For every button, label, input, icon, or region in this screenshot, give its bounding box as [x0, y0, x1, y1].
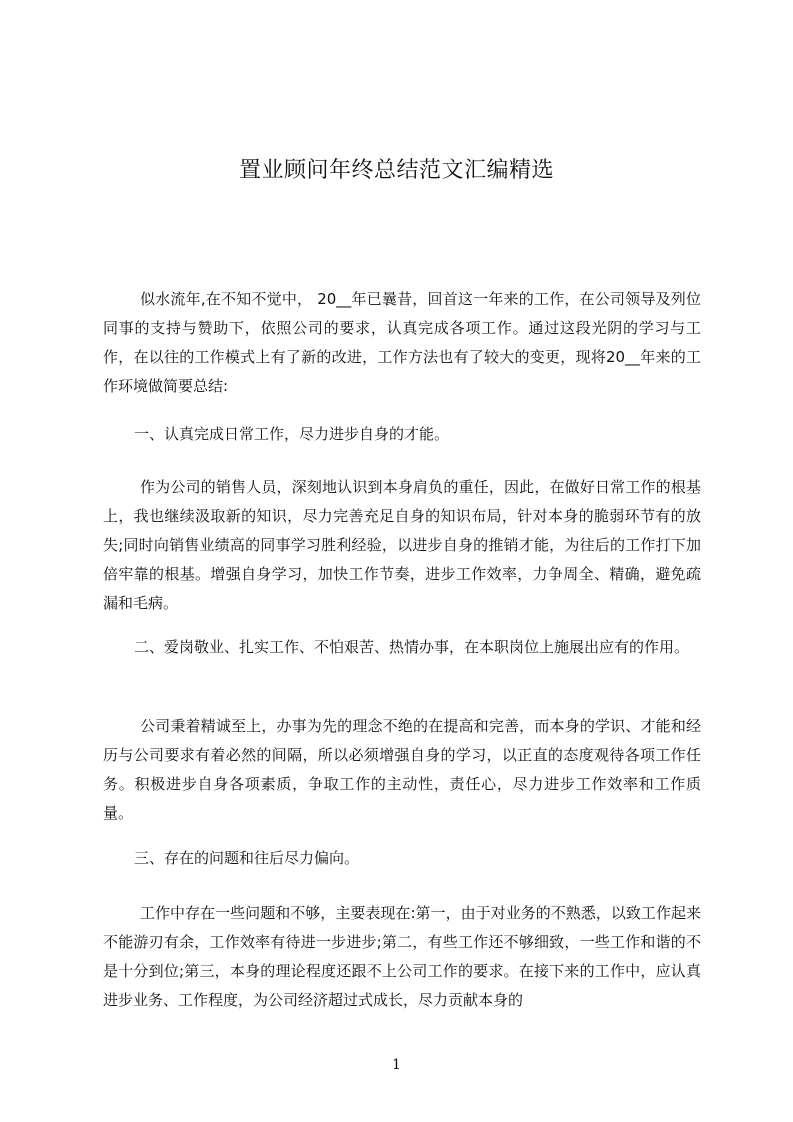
document-title: 置业顾问年终总结范文汇编精选 — [238, 157, 554, 183]
section-heading-3: 三、存在的问题和往后尽力偏向。 — [134, 849, 360, 867]
section-2-paragraph: 公司秉着精诚至上，办事为先的理念不绝的在提高和完善，而本身的学识、才能和经历与公司要求有着必然的间隔，所以必须增强自身的学习，以正直的态度观待各项工作任务。积极进步自身各项素质，争取工作的主动性，责任心，尽力进步工作效率和工作质量。 — [103, 717, 701, 822]
intro-paragraph: 似水流年,在不知不觉中， 20__年已曩昔，回首这一年来的工作，在公司领导及列位同事的支持与赞助下，依照公司的要求，认真完成各项工作。通过这段光阴的学习与工作，在以往的工作模式上有了新的改进，工作方法也有了较大的变更，现将20__年来的工作环境做简要总结: — [103, 290, 701, 395]
section-3-paragraph: 工作中存在一些问题和不够，主要表现在:第一，由于对业务的不熟悉，以致工作起来不能游刃有余，工作效率有待进一步进步;第二，有些工作还不够细致，一些工作和谐的不是十分到位;第三，本身的理论程度还跟不上公司工作的要求。在接下来的工作中，应认真进步业务、工作程度，为公司经济超过式成长，尽力贡献本身的 — [103, 904, 701, 1009]
section-heading-2: 二、爱岗敬业、扎实工作、不怕艰苦、热情办事，在本职岗位上施展出应有的作用。 — [134, 638, 690, 656]
section-heading-1: 一、认真完成日常工作，尽力进步自身的才能。 — [134, 425, 450, 443]
section-1-paragraph: 作为公司的销售人员，深刻地认识到本身肩负的重任，因此，在做好日常工作的根基上，我也继续汲取新的知识，尽力完善充足自身的知识布局，针对本身的脆弱环节有的放失;同时向销售业绩高的同事学习胜利经验，以进步自身的推销才能，为往后的工作打下加倍牢靠的根基。增强自身学习，加快工作节奏，进步工作效率，力争周全、精确，避免疏漏和毛病。 — [103, 478, 701, 612]
page-number: 1 — [392, 1057, 401, 1073]
